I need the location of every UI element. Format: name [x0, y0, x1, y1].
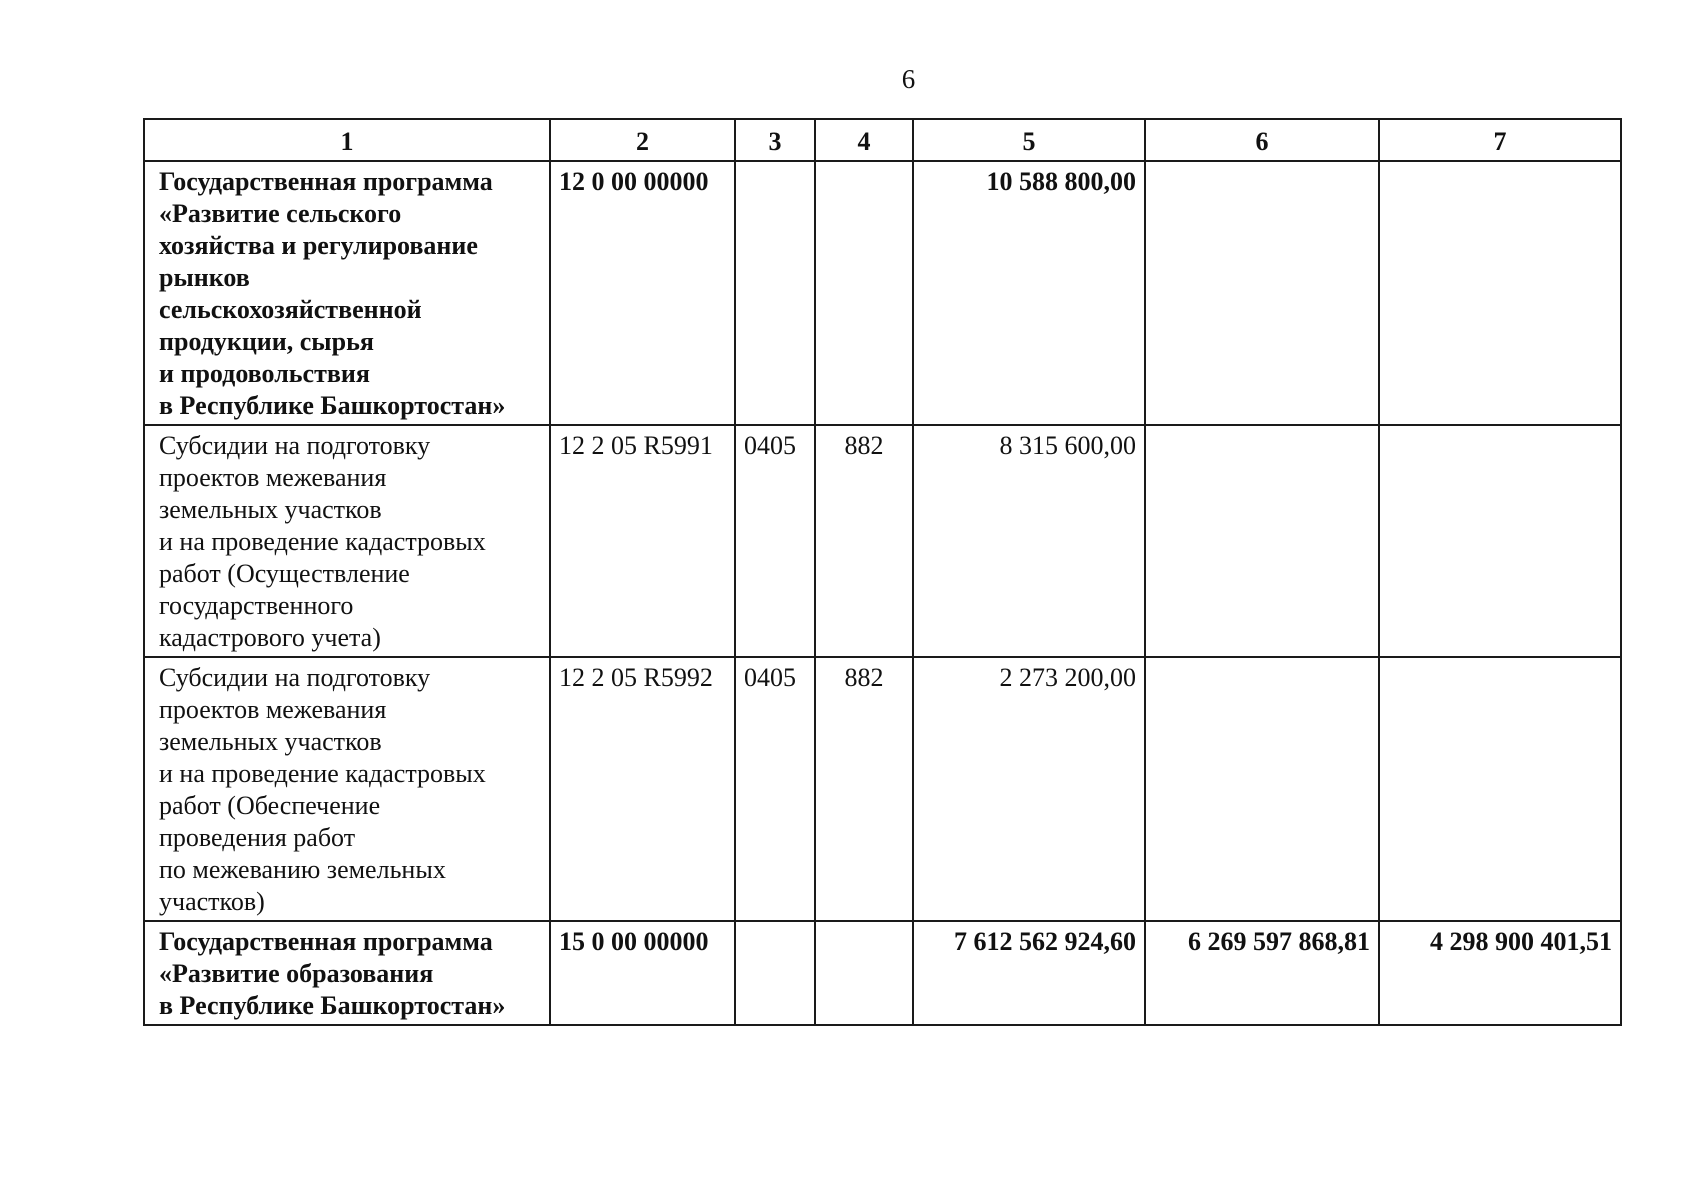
expense-type-cell [815, 161, 913, 425]
column-header: 4 [815, 119, 913, 161]
item-name-cell [144, 921, 550, 1025]
item-name-line: Государственная программа [159, 167, 493, 196]
item-name-line: проектов межевания [159, 695, 387, 724]
item-name-line: и продовольствия [159, 359, 370, 388]
table-row [144, 657, 1621, 921]
amount-cell [1145, 161, 1379, 425]
target-code-cell: 12 2 05 R5992 [550, 657, 735, 921]
item-name-line: Субсидии на подготовку [159, 431, 431, 460]
section-code-cell: 0405 [735, 657, 815, 921]
item-name-line: рынков [159, 263, 250, 292]
column-header: 1 [144, 119, 550, 161]
section-code-cell: 0405 [735, 425, 815, 657]
amount-cell [1145, 425, 1379, 657]
item-name-line: в Республике Башкортостан» [159, 991, 506, 1020]
item-name-line: «Развитие образования [159, 959, 434, 988]
amount-cell: 6 269 597 868,81 [1145, 921, 1379, 1025]
target-code-cell: 12 0 00 00000 [550, 161, 735, 425]
item-name-line: земельных участков [159, 727, 382, 756]
column-header: 7 [1379, 119, 1621, 161]
amount-cell: 8 315 600,00 [913, 425, 1145, 657]
page-number: 6 [901, 64, 916, 94]
item-name-line: и на проведение кадастровых [159, 759, 486, 788]
expense-type-cell: 882 [815, 425, 913, 657]
item-name-cell [144, 425, 550, 657]
amount-cell [1379, 425, 1621, 657]
item-name-line: проведения работ [159, 823, 356, 852]
table-row [144, 921, 1621, 1025]
header-row [144, 119, 1621, 161]
item-name-line: продукции, сырья [159, 327, 374, 356]
column-header: 5 [913, 119, 1145, 161]
item-name-line: и на проведение кадастровых [159, 527, 486, 556]
amount-cell [1379, 161, 1621, 425]
item-name-line: земельных участков [159, 495, 382, 524]
amount-cell: 10 588 800,00 [913, 161, 1145, 425]
item-name-line: в Республике Башкортостан» [159, 391, 506, 420]
amount-cell [1145, 657, 1379, 921]
item-name-line: участков) [159, 887, 265, 916]
table-row [144, 161, 1621, 425]
item-name-line: работ (Обеспечение [159, 791, 381, 820]
expense-type-cell [815, 921, 913, 1025]
item-name-cell [144, 657, 550, 921]
target-code-cell: 15 0 00 00000 [550, 921, 735, 1025]
item-name-line: хозяйства и регулирование [159, 231, 478, 260]
item-name-line: работ (Осуществление [159, 559, 410, 588]
section-code-cell [735, 161, 815, 425]
target-code-cell: 12 2 05 R5991 [550, 425, 735, 657]
expense-type-cell: 882 [815, 657, 913, 921]
item-name-line: проектов межевания [159, 463, 387, 492]
amount-cell: 4 298 900 401,51 [1379, 921, 1621, 1025]
item-name-line: по межеванию земельных [159, 855, 446, 884]
section-code-cell [735, 921, 815, 1025]
item-name-line: сельскохозяйственной [159, 295, 422, 324]
column-header: 6 [1145, 119, 1379, 161]
item-name-line: государственного [159, 591, 354, 620]
column-header: 3 [735, 119, 815, 161]
budget-table [143, 118, 1622, 1026]
item-name-line: Субсидии на подготовку [159, 663, 431, 692]
amount-cell: 7 612 562 924,60 [913, 921, 1145, 1025]
amount-cell [1379, 657, 1621, 921]
item-name-line: Государственная программа [159, 927, 493, 956]
column-header: 2 [550, 119, 735, 161]
amount-cell: 2 273 200,00 [913, 657, 1145, 921]
item-name-line: «Развитие сельского [159, 199, 402, 228]
item-name-line: кадастрового учета) [159, 623, 381, 652]
table-row [144, 425, 1621, 657]
item-name-cell [144, 161, 550, 425]
